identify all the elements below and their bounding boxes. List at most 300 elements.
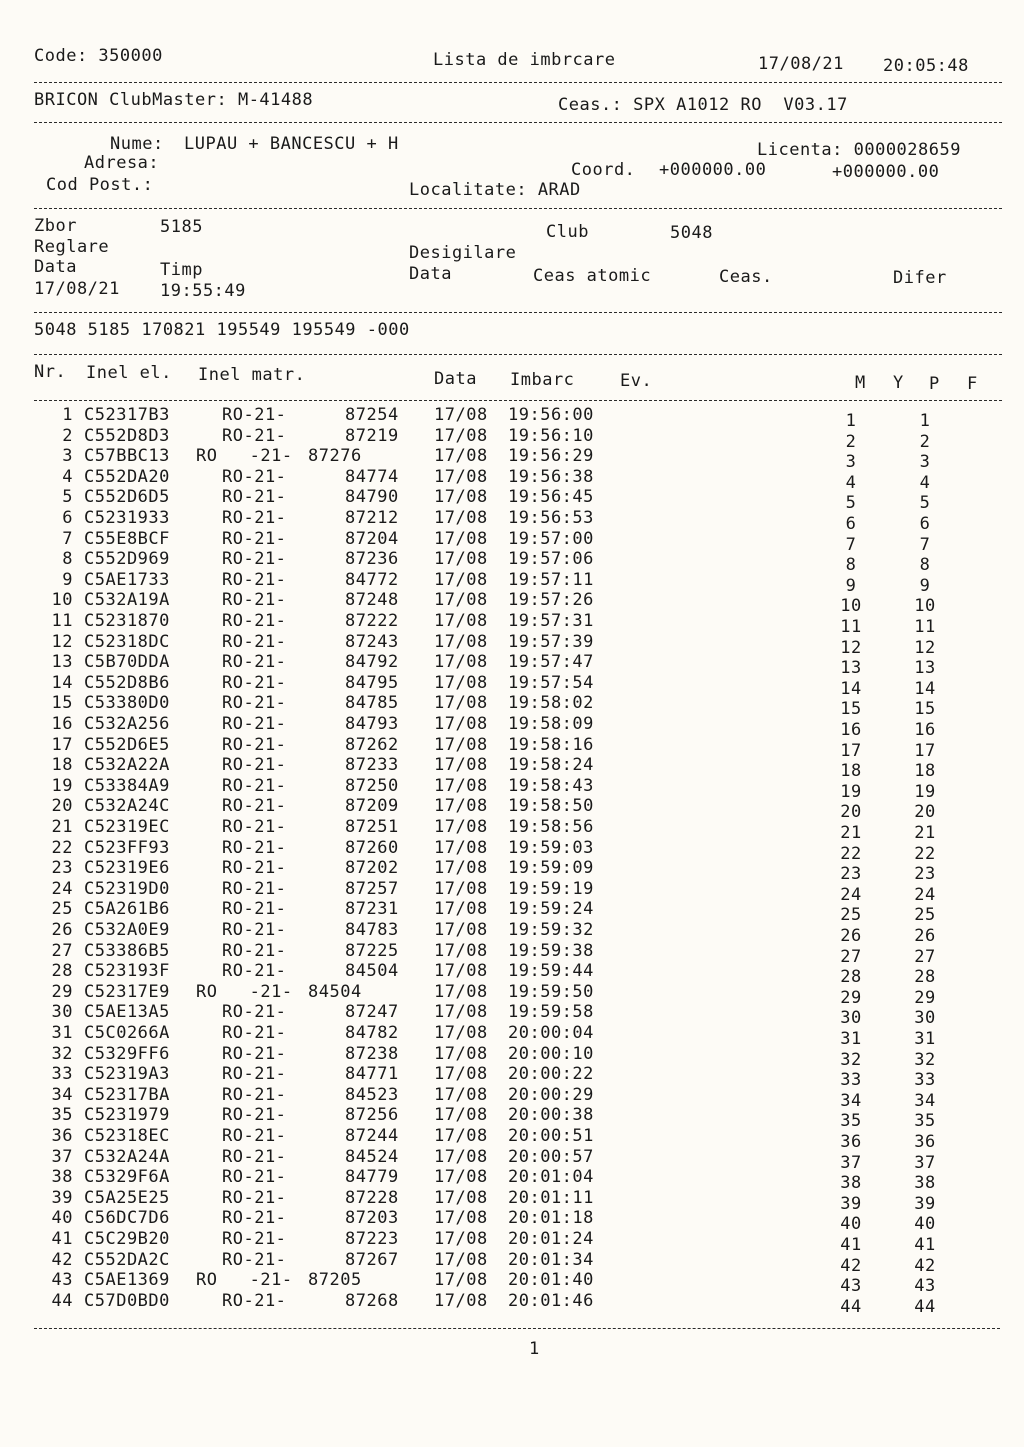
arrival-time: 19:58:16 — [508, 734, 594, 755]
row-number: 16 — [51, 714, 73, 734]
table-row — [0, 961, 1024, 988]
ring-number: 87268 — [345, 1290, 399, 1311]
table-row — [0, 878, 1024, 905]
ring-prefix: RO-21- — [222, 549, 287, 570]
ring-number: 84795 — [345, 672, 399, 693]
arrival-time: 19:59:09 — [508, 858, 594, 879]
ring-electronic: C52318EC — [84, 1126, 170, 1146]
ring-prefix: RO-21- — [222, 569, 287, 590]
arrival-time: 19:57:54 — [508, 672, 594, 693]
m-value: 28 — [840, 967, 862, 988]
arrival-time: 20:00:04 — [508, 1023, 594, 1043]
table-row — [0, 1064, 1024, 1091]
ring-electronic: C5AE13A5 — [84, 1002, 170, 1023]
table-row — [0, 1002, 1024, 1029]
arrival-date: 17/08 — [434, 549, 488, 570]
m-value: 3 — [845, 452, 857, 473]
p-value: 11 — [914, 617, 936, 637]
ring-prefix: RO-21- — [222, 714, 287, 734]
row-number: 15 — [51, 693, 73, 714]
arrival-time: 20:00:10 — [508, 1043, 594, 1064]
table-row — [0, 981, 1024, 1008]
ring-electronic: C52319E6 — [84, 858, 170, 879]
p-value: 13 — [914, 658, 936, 679]
ring-electronic: C5AE1369 — [84, 1270, 170, 1291]
difference-label: Difer — [893, 268, 947, 288]
m-value: 27 — [840, 946, 862, 967]
ring-electronic: C5A261B6 — [84, 899, 170, 920]
row-number: 7 — [62, 528, 73, 549]
m-value: 32 — [840, 1049, 862, 1070]
ring-electronic: C53386B5 — [84, 940, 170, 961]
arrival-time: 19:58:02 — [508, 693, 594, 714]
arrival-time: 19:56:45 — [508, 487, 594, 508]
ring-number: 84504 — [308, 981, 362, 1002]
row-number: 25 — [51, 899, 73, 920]
arrival-date: 17/08 — [434, 961, 488, 982]
arrival-date: 17/08 — [434, 775, 488, 796]
ring-prefix: RO -21- — [196, 1270, 293, 1291]
arrival-date: 17/08 — [434, 1105, 488, 1126]
print-time: 20:05:48 — [883, 56, 969, 76]
arrival-date: 17/08 — [434, 981, 488, 1002]
row-number: 33 — [51, 1064, 73, 1085]
m-value: 11 — [840, 617, 862, 637]
date-label-2: Data — [409, 264, 452, 284]
p-value: 40 — [914, 1214, 936, 1235]
m-value: 25 — [840, 905, 862, 926]
m-value: 13 — [840, 658, 862, 679]
page-number: 1 — [529, 1339, 540, 1359]
table-row — [0, 1043, 1024, 1070]
ring-prefix: RO-21- — [222, 1249, 287, 1270]
divider — [34, 122, 1002, 123]
ring-number: 87267 — [345, 1249, 399, 1270]
arrival-date: 17/08 — [434, 1002, 488, 1023]
col-arrival: Imbarc — [510, 370, 575, 390]
ring-electronic: C57D0BD0 — [84, 1290, 170, 1311]
ring-prefix: RO-21- — [222, 961, 287, 982]
table-row — [0, 425, 1024, 452]
p-value: 10 — [914, 596, 936, 617]
m-value: 21 — [840, 823, 862, 843]
arrival-date: 17/08 — [434, 714, 488, 734]
license: Licenta: 0000028659 — [757, 140, 961, 160]
ring-number: 87248 — [345, 590, 399, 611]
owner-name: LUPAU + BANCESCU + H — [184, 134, 399, 154]
row-number: 40 — [51, 1208, 73, 1229]
m-value: 35 — [840, 1111, 862, 1132]
arrival-time: 19:58:43 — [508, 775, 594, 796]
arrival-time: 19:59:58 — [508, 1002, 594, 1023]
table-row — [0, 1105, 1024, 1132]
row-number: 3 — [62, 446, 73, 467]
ring-electronic: C532A24A — [84, 1146, 170, 1167]
table-row — [0, 528, 1024, 555]
coord-2: +000000.00 — [832, 162, 940, 182]
m-value: 6 — [845, 514, 857, 534]
coord-1: +000000.00 — [659, 160, 767, 180]
p-value: 6 — [919, 514, 931, 534]
ring-prefix: RO-21- — [222, 1229, 287, 1249]
ring-electronic: C56DC7D6 — [84, 1208, 170, 1229]
ring-prefix: RO-21- — [222, 405, 287, 425]
ring-number: 84782 — [345, 1023, 399, 1043]
m-value: 42 — [840, 1255, 862, 1276]
m-value: 20 — [840, 802, 862, 823]
arrival-time: 19:59:24 — [508, 899, 594, 920]
arrival-date: 17/08 — [434, 1064, 488, 1085]
table-row — [0, 1290, 1024, 1317]
setting-time: 19:55:49 — [160, 281, 246, 301]
ring-prefix: RO-21- — [222, 899, 287, 920]
row-number: 22 — [51, 837, 73, 858]
ring-number: 87222 — [345, 611, 399, 631]
row-number: 28 — [51, 961, 73, 982]
p-value: 18 — [914, 761, 936, 782]
m-value: 2 — [845, 431, 857, 452]
ring-prefix: RO-21- — [222, 1146, 287, 1167]
ring-electronic: C552D969 — [84, 549, 170, 570]
p-value: 19 — [914, 781, 936, 802]
table-row — [0, 1167, 1024, 1194]
ring-number: 87244 — [345, 1126, 399, 1146]
ring-number: 84774 — [345, 466, 399, 487]
ring-number: 87202 — [345, 858, 399, 879]
p-value: 39 — [914, 1193, 936, 1214]
arrival-time: 19:59:03 — [508, 837, 594, 858]
m-value: 23 — [840, 864, 862, 885]
arrival-time: 19:56:10 — [508, 425, 594, 446]
divider — [34, 82, 1002, 83]
ring-number: 84793 — [345, 714, 399, 734]
arrival-time: 19:57:31 — [508, 611, 594, 631]
p-value: 31 — [914, 1029, 936, 1049]
p-value: 43 — [914, 1276, 936, 1297]
divider — [34, 400, 1002, 401]
arrival-time: 20:01:46 — [508, 1290, 594, 1311]
p-value: 20 — [914, 802, 936, 823]
flight-label: Zbor — [34, 216, 77, 236]
table-row — [0, 693, 1024, 720]
setting-date: 17/08/21 — [34, 279, 120, 299]
divider — [34, 312, 1002, 313]
code-label: Code: 350000 — [34, 46, 163, 66]
p-value: 32 — [914, 1049, 936, 1070]
arrival-time: 19:58:50 — [508, 796, 594, 817]
col-m: M — [855, 373, 866, 393]
clock-col-label: Ceas. — [719, 267, 773, 287]
ring-number: 87257 — [345, 878, 399, 899]
arrival-date: 17/08 — [434, 672, 488, 693]
ring-prefix: RO-21- — [222, 652, 287, 673]
arrival-time: 20:01:24 — [508, 1229, 594, 1249]
ring-prefix: RO-21- — [222, 1043, 287, 1064]
p-value: 36 — [914, 1132, 936, 1152]
m-value: 10 — [840, 596, 862, 617]
col-ring-id: Inel matr. — [198, 365, 306, 385]
row-number: 2 — [62, 425, 73, 446]
ring-prefix: RO-21- — [222, 631, 287, 652]
ring-electronic: C532A22A — [84, 755, 170, 776]
table-row — [0, 858, 1024, 885]
p-value: 25 — [914, 905, 936, 926]
row-number: 26 — [51, 920, 73, 940]
arrival-date: 17/08 — [434, 940, 488, 961]
table-row — [0, 940, 1024, 967]
p-value: 9 — [919, 575, 931, 596]
p-value: 3 — [919, 452, 931, 473]
table-row — [0, 1023, 1024, 1049]
ring-prefix: RO-21- — [222, 508, 287, 528]
locality: Localitate: ARAD — [409, 180, 581, 200]
ring-number: 87256 — [345, 1105, 399, 1126]
ring-prefix: RO-21- — [222, 1023, 287, 1043]
table-row — [0, 837, 1024, 864]
p-value: 5 — [919, 493, 931, 514]
ring-prefix: RO-21- — [222, 1167, 287, 1188]
arrival-time: 19:57:39 — [508, 631, 594, 652]
m-value: 16 — [840, 720, 862, 740]
ring-electronic: C552D6E5 — [84, 734, 170, 755]
arrival-time: 19:59:38 — [508, 940, 594, 961]
row-number: 17 — [51, 734, 73, 755]
ring-electronic: C52319EC — [84, 817, 170, 837]
table-row — [0, 446, 1024, 473]
arrival-date: 17/08 — [434, 1187, 488, 1208]
ring-number: 87238 — [345, 1043, 399, 1064]
col-p: P — [929, 374, 940, 394]
ring-electronic: C5231933 — [84, 508, 170, 528]
row-number: 36 — [51, 1126, 73, 1146]
ring-number: 87233 — [345, 755, 399, 776]
ring-prefix: RO-21- — [222, 1064, 287, 1085]
m-value: 41 — [840, 1235, 862, 1255]
ring-number: 84524 — [345, 1146, 399, 1167]
ring-number: 87204 — [345, 528, 399, 549]
arrival-time: 19:57:47 — [508, 652, 594, 673]
arrival-time: 19:59:44 — [508, 961, 594, 982]
ring-prefix: RO-21- — [222, 858, 287, 879]
row-number: 11 — [51, 611, 73, 631]
row-number: 27 — [51, 940, 73, 961]
p-value: 2 — [919, 431, 931, 452]
arrival-date: 17/08 — [434, 466, 488, 487]
ring-number: 84504 — [345, 961, 399, 982]
arrival-time: 19:57:06 — [508, 549, 594, 570]
arrival-date: 17/08 — [434, 796, 488, 817]
arrival-date: 17/08 — [434, 878, 488, 899]
m-value: 31 — [840, 1029, 862, 1049]
ring-electronic: C523FF93 — [84, 837, 170, 858]
ring-prefix: RO -21- — [196, 446, 293, 467]
ring-number: 87231 — [345, 899, 399, 920]
p-value: 33 — [914, 1070, 936, 1091]
row-number: 34 — [51, 1084, 73, 1105]
m-value: 14 — [840, 678, 862, 699]
divider — [34, 354, 1002, 355]
row-number: 44 — [51, 1290, 73, 1311]
p-value: 15 — [914, 699, 936, 720]
arrival-time: 19:56:29 — [508, 446, 594, 467]
table-row — [0, 1208, 1024, 1235]
ring-electronic: C55E8BCF — [84, 528, 170, 549]
ring-electronic: C5AE1733 — [84, 569, 170, 590]
m-value: 33 — [840, 1070, 862, 1091]
print-date: 17/08/21 — [758, 54, 844, 74]
p-value: 35 — [914, 1111, 936, 1132]
p-value: 17 — [914, 740, 936, 761]
ring-electronic: C5231870 — [84, 611, 170, 631]
table-row — [0, 734, 1024, 761]
table-row — [0, 611, 1024, 637]
ring-electronic: C53380D0 — [84, 693, 170, 714]
row-number: 8 — [62, 549, 73, 570]
ring-electronic: C52319D0 — [84, 878, 170, 899]
p-value: 28 — [914, 967, 936, 988]
ring-prefix: RO-21- — [222, 734, 287, 755]
p-value: 21 — [914, 823, 936, 843]
ring-prefix: RO-21- — [222, 837, 287, 858]
ring-number: 84790 — [345, 487, 399, 508]
row-number: 39 — [51, 1187, 73, 1208]
ring-electronic: C52317BA — [84, 1084, 170, 1105]
table-row — [0, 405, 1024, 431]
ring-number: 87228 — [345, 1187, 399, 1208]
col-date: Data — [434, 369, 477, 389]
ring-prefix: RO-21- — [222, 425, 287, 446]
ring-number: 87203 — [345, 1208, 399, 1229]
m-value: 19 — [840, 781, 862, 802]
arrival-time: 20:01:11 — [508, 1187, 594, 1208]
ring-prefix: RO -21- — [196, 981, 293, 1002]
row-number: 30 — [51, 1002, 73, 1023]
row-number: 19 — [51, 775, 73, 796]
p-value: 29 — [914, 987, 936, 1008]
device-label: BRICON ClubMaster: M-41488 — [34, 90, 314, 110]
col-ring-electronic: Inel el. — [86, 363, 172, 383]
ring-prefix: RO-21- — [222, 920, 287, 940]
arrival-date: 17/08 — [434, 487, 488, 508]
m-value: 30 — [840, 1008, 862, 1029]
m-value: 34 — [840, 1090, 862, 1111]
ring-electronic: C523193F — [84, 961, 170, 982]
p-value: 4 — [919, 472, 931, 493]
m-value: 36 — [840, 1132, 862, 1152]
ring-number: 84779 — [345, 1167, 399, 1188]
arrival-date: 17/08 — [434, 1126, 488, 1146]
p-value: 30 — [914, 1008, 936, 1029]
ring-number: 87219 — [345, 425, 399, 446]
row-number: 12 — [51, 631, 73, 652]
ring-electronic: C57BBC13 — [84, 446, 170, 467]
p-value: 12 — [914, 637, 936, 658]
coord-label: Coord. — [571, 160, 636, 180]
ring-number: 87262 — [345, 734, 399, 755]
arrival-date: 17/08 — [434, 1084, 488, 1105]
ring-electronic: C53384A9 — [84, 775, 170, 796]
table-row — [0, 1270, 1024, 1297]
table-row — [0, 920, 1024, 946]
ring-prefix: RO-21- — [222, 878, 287, 899]
p-value: 1 — [919, 411, 931, 431]
arrival-date: 17/08 — [434, 631, 488, 652]
ring-number: 87225 — [345, 940, 399, 961]
ring-electronic: C52319A3 — [84, 1064, 170, 1085]
m-value: 18 — [840, 761, 862, 782]
table-row — [0, 1084, 1024, 1111]
arrival-time: 19:57:26 — [508, 590, 594, 611]
row-number: 32 — [51, 1043, 73, 1064]
arrival-date: 17/08 — [434, 1229, 488, 1249]
table-row — [0, 631, 1024, 658]
ring-number: 87209 — [345, 796, 399, 817]
ring-prefix: RO-21- — [222, 1002, 287, 1023]
table-row — [0, 1126, 1024, 1152]
document-title: Lista de imbrcare — [433, 50, 616, 70]
m-value: 15 — [840, 699, 862, 720]
table-row — [0, 652, 1024, 679]
col-event: Ev. — [620, 371, 653, 391]
arrival-time: 20:00:38 — [508, 1105, 594, 1126]
row-number: 29 — [51, 981, 73, 1002]
table-row — [0, 672, 1024, 699]
p-value: 38 — [914, 1173, 936, 1194]
m-value: 7 — [845, 534, 857, 555]
ring-electronic: C5231979 — [84, 1105, 170, 1126]
m-value: 24 — [840, 884, 862, 905]
table-row — [0, 466, 1024, 493]
p-value: 24 — [914, 884, 936, 905]
arrival-date: 17/08 — [434, 1208, 488, 1229]
m-value: 17 — [840, 740, 862, 761]
arrival-time: 20:00:51 — [508, 1126, 594, 1146]
arrival-time: 19:58:09 — [508, 714, 594, 734]
p-value: 16 — [914, 720, 936, 740]
row-number: 20 — [51, 796, 73, 817]
ring-prefix: RO-21- — [222, 528, 287, 549]
arrival-date: 17/08 — [434, 425, 488, 446]
p-value: 37 — [914, 1152, 936, 1173]
ring-electronic: C5C29B20 — [84, 1229, 170, 1249]
arrival-date: 17/08 — [434, 1290, 488, 1311]
ring-number: 84772 — [345, 569, 399, 590]
arrival-date: 17/08 — [434, 734, 488, 755]
m-value: 12 — [840, 637, 862, 658]
row-number: 21 — [51, 817, 73, 837]
ring-number: 87212 — [345, 508, 399, 528]
arrival-date: 17/08 — [434, 817, 488, 837]
row-number: 9 — [62, 569, 73, 590]
ring-electronic: C5B70DDA — [84, 652, 170, 673]
ring-electronic: C552DA2C — [84, 1249, 170, 1270]
ring-prefix: RO-21- — [222, 1126, 287, 1146]
arrival-date: 17/08 — [434, 528, 488, 549]
unseal-label: Desigilare — [409, 243, 517, 263]
date-label: Data — [34, 257, 77, 277]
table-row — [0, 487, 1024, 514]
arrival-time: 19:56:00 — [508, 405, 594, 425]
arrival-time: 19:58:24 — [508, 755, 594, 776]
row-number: 18 — [51, 755, 73, 776]
table-row — [0, 775, 1024, 802]
arrival-date: 17/08 — [434, 1146, 488, 1167]
name-label: Nume: — [110, 134, 164, 154]
table-row — [0, 817, 1024, 843]
ring-number: 87205 — [308, 1270, 362, 1291]
table-row — [0, 569, 1024, 596]
arrival-date: 17/08 — [434, 508, 488, 528]
